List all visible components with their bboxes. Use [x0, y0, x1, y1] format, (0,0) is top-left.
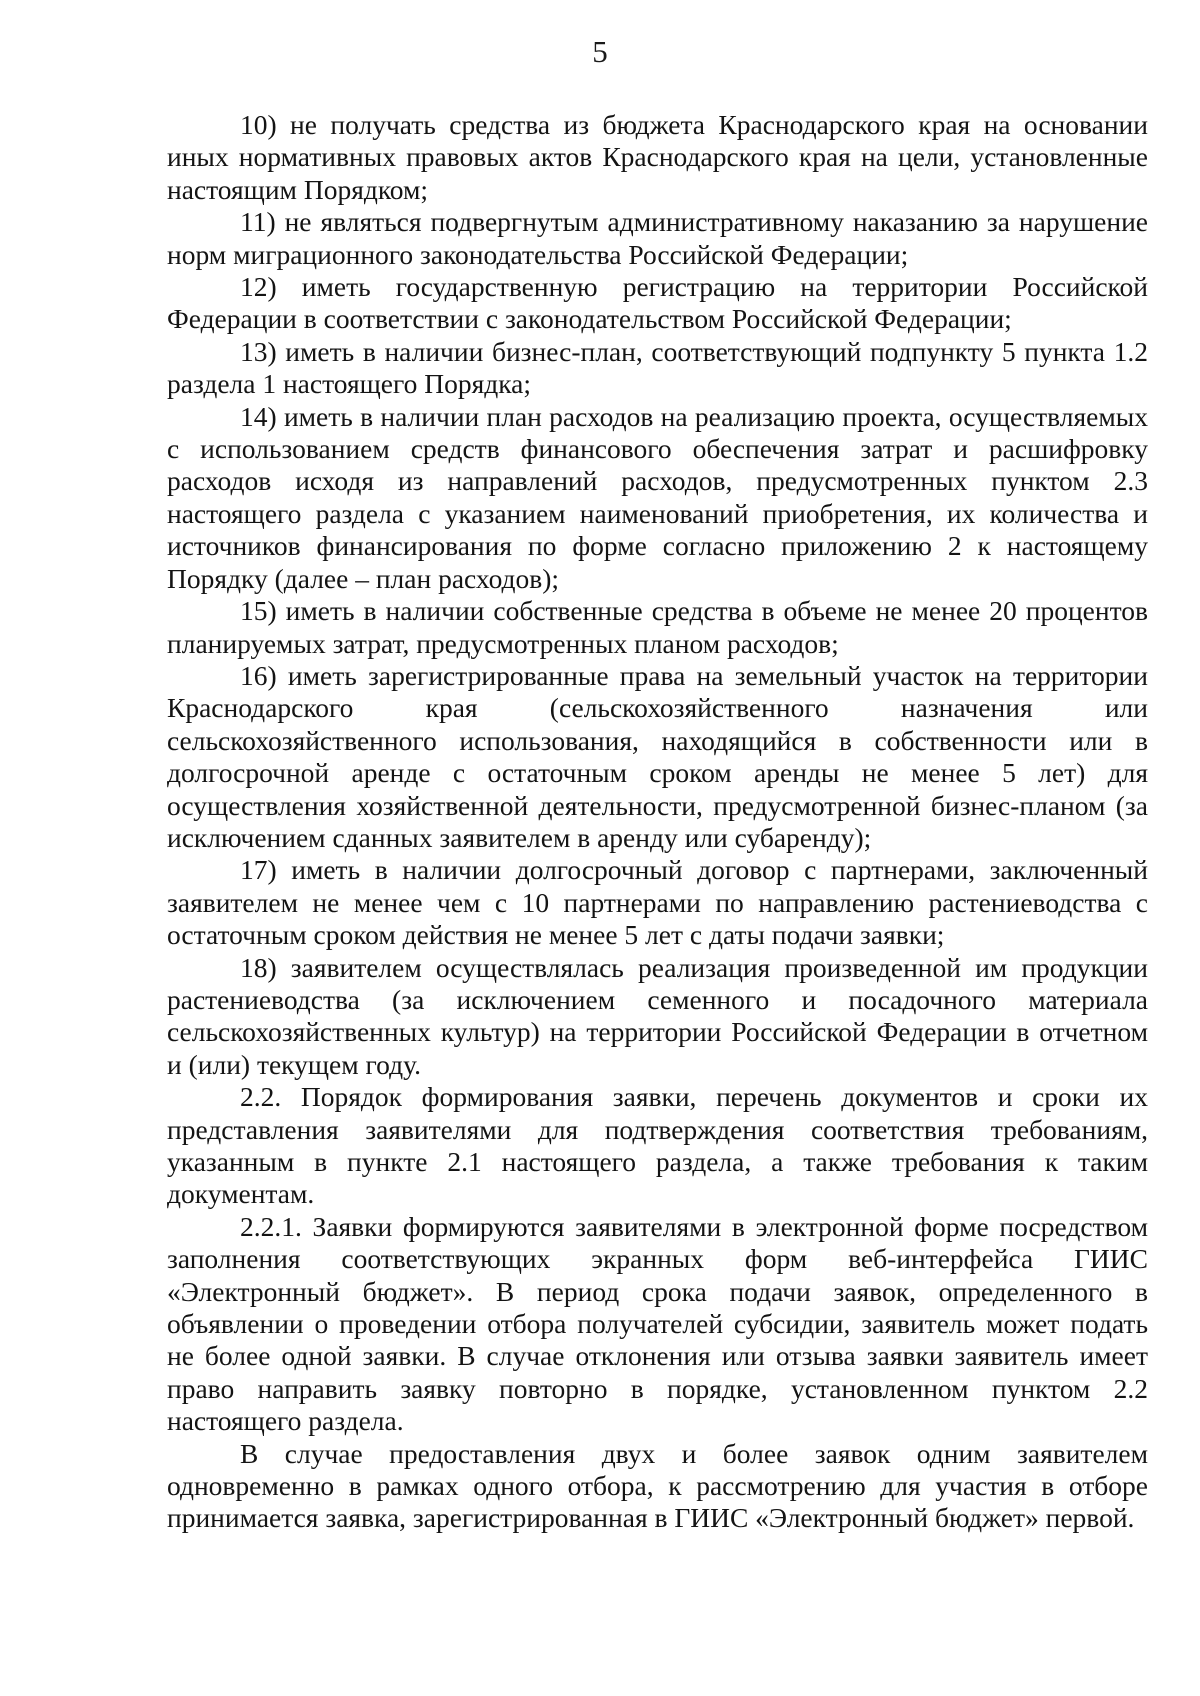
paragraph-item-10: 10) не получать средства из бюджета Краснодарского края на основании иных нормативных правовых актов Краснодарского края на цели, установленные настоящим Порядком; — [167, 109, 1148, 205]
multiple-applications-paragraph: В случае предоставления двух и более заявок одним заявителем одновременно в рамках одного отбора, к рассмотрению для участия в отборе принимается заявка, зарегистрированная в ГИИС «Электронный бюджет» первой. — [167, 1437, 1148, 1534]
page-number: 5 — [592, 34, 608, 69]
paragraph-item-15: 15) иметь в наличии собственные средства в объеме не менее 20 процентов планируемых затрат, предусмотренных планом расходов; — [167, 595, 1148, 659]
paragraph-item-18: 18) заявителем осуществлялась реализация произведенной им продукции растениеводства (за исключением семенного и посадочного материала сельскохозяйственных культур) на территории Российской Федерации в отчетном и (или) текущем году. — [167, 951, 1148, 1080]
section-2-2-paragraph: 2.2. Порядок формирования заявки, перечень документов и сроки их представления заявителями для подтверждения соответствия требованиям, указанным в пункте 2.1 настоящего раздела, а также требования к таким документам. — [167, 1081, 1148, 1210]
paragraph-item-11: 11) не являться подвергнутым административному наказанию за нарушение норм миграционного законодательства Российской Федерации; — [167, 206, 1148, 270]
paragraph-item-12: 12) иметь государственную регистрацию на территории Российской Федерации в соответствии с законодательством Российской Федерации; — [167, 271, 1148, 335]
section-2-2-1-paragraph: 2.2.1. Заявки формируются заявителями в электронной форме посредством заполнения соответствующих экранных форм веб-интерфейса ГИИС «Электронный бюджет». В период срока подачи заявок, определенного в объявлении о проведении отбора получателей субсидии, заявитель может подать не более одной заявки. В случае отклонения или отзыва заявки заявитель имеет право направить заявку повторно в порядке, установленном пунктом 2.2 настоящего раздела. — [167, 1210, 1148, 1437]
document-body — [167, 109, 1148, 1535]
paragraph-item-16: 16) иметь зарегистрированные права на земельный участок на территории Краснодарского края (сельскохозяйственного назначения или сельскохозяйственного использования, находящийся в собственности или в долгосрочной аренде с остаточным сроком аренды не менее 5 лет) для осуществления хозяйственной деятельности, предусмотренной бизнес-планом (за исключением сданных заявителем в аренду или субаренду); — [167, 659, 1148, 853]
paragraph-item-14: 14) иметь в наличии план расходов на реализацию проекта, осуществляемых с использованием средств финансового обеспечения затрат и расшифровку расходов исходя из направлений расходов, предусмотренных пунктом 2.3 настоящего раздела с указанием наименований приобретения, их количества и источников финансирования по форме согласно приложению 2 к настоящему Порядку (далее – план расходов); — [167, 400, 1148, 594]
paragraph-item-13: 13) иметь в наличии бизнес-план, соответствующий подпункту 5 пункта 1.2 раздела 1 настоящего Порядка; — [167, 335, 1148, 400]
paragraph-item-17: 17) иметь в наличии долгосрочный договор с партнерами, заключенный заявителем не менее чем с 10 партнерами по направлению растениеводства с остаточным сроком действия не менее 5 лет с даты подачи заявки; — [167, 854, 1148, 951]
